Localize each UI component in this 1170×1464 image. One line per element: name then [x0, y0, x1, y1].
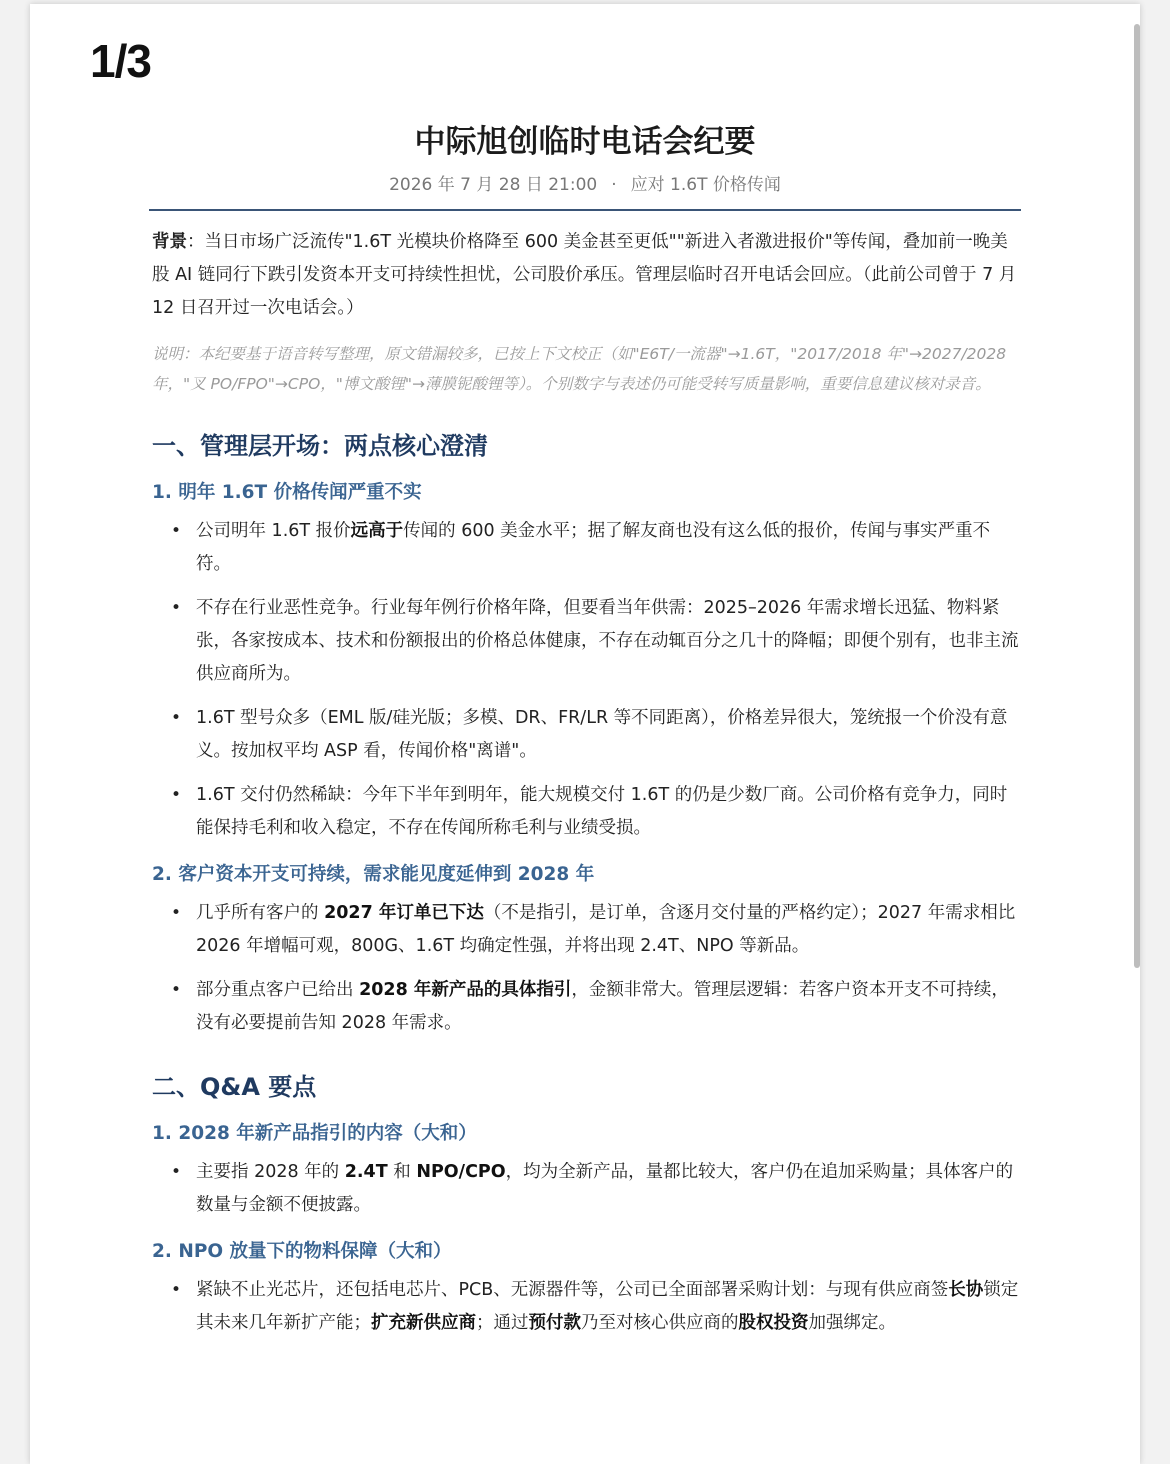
bullet-list	[152, 1156, 1024, 1222]
bullet-icon: •	[171, 521, 182, 541]
transcription-note: 说明：本纪要基于语音转写整理，原文错漏较多，已按上下文校正（如"E6T/一流器"→1.6T，"2017/2018 年"→2027/2028 年，"叉 PO/FPO"→CPO，"博文酸锂"→薄膜铌酸锂等）。个别数字与表述仍可能受转写质量影响，重要信息建议核对录音。	[152, 345, 1007, 393]
scrollbar[interactable]	[1134, 24, 1140, 968]
bold-text: NPO/CPO	[416, 1162, 506, 1182]
subsection-heading-npo-materials: 2. NPO 放量下的物料保障（大和）	[152, 1241, 452, 1262]
text-run: 主要指 2028 年的	[196, 1162, 345, 1182]
background-text: 当日市场广泛流传"1.6T 光模块价格降至 600 美金甚至更低""新进入者激进报价"等传闻，叠加前一晚美股 AI 链同行下跌引发资本开支可持续性担忧，公司股价承压。管理层临时召开电话会回应。（此前公司曾于 7 月 12 日召开过一次电话会。）	[152, 232, 1017, 318]
bullet-icon: •	[171, 980, 182, 1000]
text-run: ，金额非常大。管理层逻辑：若客户资本开支不可持续，没有必要提前告知 2028 年需求。	[196, 980, 1009, 1033]
document-subtitle	[30, 170, 1140, 195]
subsection-heading-2028-guidance: 1. 2028 年新产品指引的内容（大和）	[152, 1123, 477, 1144]
text-run: 紧缺不止光芯片，还包括电芯片、PCB、无源器件等，公司已全面部署采购计划：与现有供应商签	[196, 1280, 949, 1300]
text-run: （不是指引，是订单，含逐月交付量的严格约定）；2027 年需求相比 2026 年增幅可观，800G、1.6T 均确定性强，并将出现 2.4T、NPO 等新品。	[196, 903, 1016, 956]
bold-text: 2027 年订单已下达	[324, 903, 484, 923]
bullet-icon: •	[171, 598, 182, 618]
subtitle-datetime: 2026 年 7 月 28 日 21:00	[389, 175, 598, 195]
text-run: 不存在行业恶性竞争。行业每年例行价格年降，但要看当年供需：2025–2026 年需求增长迅猛、物料紧张，各家按成本、技术和份额报出的价格总体健康，不存在动辄百分之几十的降幅；即便个别有，也非主流供应商所为。	[196, 598, 1019, 684]
list-item	[152, 592, 1024, 691]
list-item	[152, 702, 1024, 768]
list-item	[152, 1274, 1024, 1340]
text-run: 几乎所有客户的	[196, 903, 325, 923]
text-run: 部分重点客户已给出	[196, 980, 360, 1000]
bold-text: 预付款	[528, 1313, 581, 1333]
text-run: 1.6T 型号众多（EML 版/硅光版；多模、DR、FR/LR 等不同距离），价格差异很大，笼统报一个价没有意义。按加权平均 ASP 看，传闻价格"离谱"。	[196, 708, 1008, 761]
subtitle-topic: 应对 1.6T 价格传闻	[630, 175, 781, 195]
bullet-list	[152, 897, 1024, 1040]
section-heading-qa: 二、Q&A 要点	[152, 1073, 317, 1101]
list-item	[152, 779, 1024, 845]
text-run: 和	[387, 1162, 417, 1182]
bullet-icon: •	[171, 1280, 182, 1300]
text-run: ；通过	[476, 1313, 529, 1333]
subsection-heading-price-rumor: 1. 明年 1.6T 价格传闻严重不实	[152, 482, 422, 503]
document-title: 中际旭创临时电话会纪要	[414, 124, 756, 160]
text-run: 公司明年 1.6T 报价	[196, 521, 351, 541]
list-item	[152, 974, 1024, 1040]
background-colon: ：	[187, 232, 205, 252]
bold-text: 2028 年新产品的具体指引	[359, 980, 572, 1000]
bullet-list	[152, 1274, 1024, 1340]
page-counter: 1/3	[90, 35, 151, 87]
text-run: 1.6T 交付仍然稀缺：今年下半年到明年，能大规模交付 1.6T 的仍是少数厂商。公司价格有竞争力，同时能保持毛利和收入稳定，不存在传闻所称毛利与业绩受损。	[196, 785, 1008, 838]
background-paragraph	[152, 226, 1024, 325]
bold-text: 长协	[948, 1280, 984, 1300]
text-run: 加强绑定。	[808, 1313, 896, 1333]
text-run: 锁定其未来几年新扩产能；	[196, 1280, 1019, 1333]
list-item	[152, 515, 1024, 581]
bold-text: 远高于	[350, 521, 404, 541]
bullet-icon: •	[171, 903, 182, 923]
bullet-list	[152, 515, 1024, 845]
section-heading-opening: 一、管理层开场：两点核心澄清	[152, 432, 488, 460]
background-label: 背景	[152, 232, 187, 252]
document-body	[152, 226, 1024, 1351]
document-page	[30, 4, 1140, 1464]
text-run: 乃至对核心供应商的	[581, 1313, 739, 1333]
list-item	[152, 1156, 1024, 1222]
list-item	[152, 897, 1024, 963]
bullet-icon: •	[171, 1162, 182, 1182]
bullet-icon: •	[171, 708, 182, 728]
title-divider	[149, 209, 1021, 211]
subtitle-separator: ·	[611, 175, 617, 195]
subsection-heading-capex: 2. 客户资本开支可持续，需求能见度延伸到 2028 年	[152, 864, 595, 885]
text-run: ，均为全新产品，量都比较大，客户仍在追加采购量；具体客户的数量与金额不便披露。	[196, 1162, 1014, 1215]
bold-text: 股权投资	[738, 1313, 809, 1333]
text-run: 传闻的 600 美金水平；据了解友商也没有这么低的报价，传闻与事实严重不符。	[196, 521, 991, 574]
bullet-icon: •	[171, 785, 182, 805]
bold-text: 2.4T	[344, 1162, 388, 1182]
bold-text: 扩充新供应商	[371, 1313, 476, 1333]
